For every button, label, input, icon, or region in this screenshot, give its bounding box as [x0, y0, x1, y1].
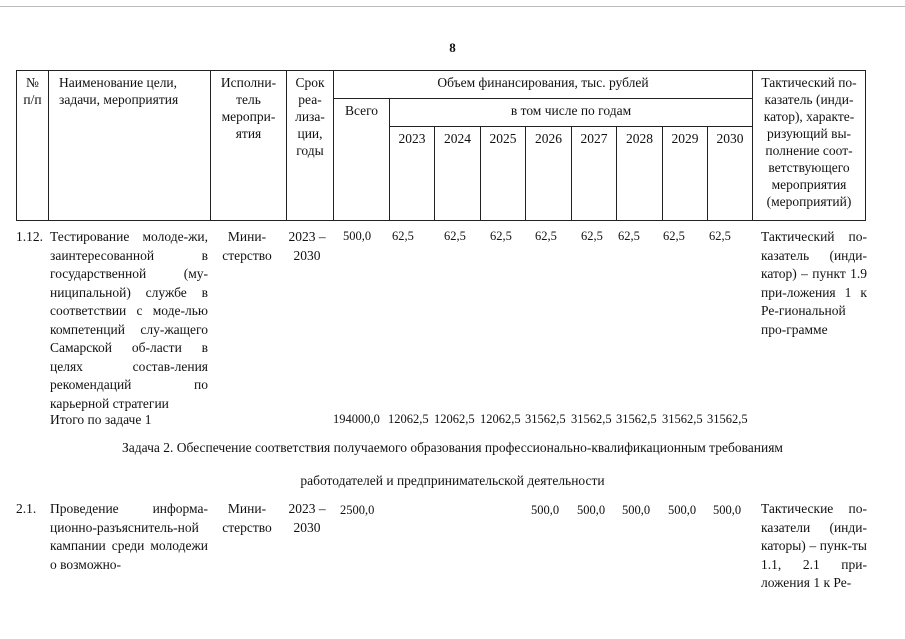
row-executor: Мини-стерство — [222, 501, 272, 535]
row-year-value: 500,0 — [713, 503, 742, 517]
header-year: 2030 — [708, 127, 753, 221]
header-funding: Объем финансирования, тыс. рублей — [334, 71, 753, 99]
row-year-value: 62,5 — [490, 229, 512, 243]
header-indicator: Тактический по-казатель (инди-катор), характе-ризующий вы-полнение соот-ветствующего мероприятия (мероприятий) — [753, 71, 866, 221]
row-indicator: Тактические по-казатели (инди-каторы) – пунк-ты 1.1, 2.1 при-ложения 1 к Ре- — [761, 501, 867, 590]
header-year: 2023 — [390, 127, 435, 221]
page-number: 8 — [449, 40, 456, 55]
header-year: 2027 — [572, 127, 617, 221]
subtotal-year-value: 31562,5 — [662, 412, 703, 426]
row-year-value: 62,5 — [709, 229, 731, 243]
subtotal-year-value: 31562,5 — [616, 412, 657, 426]
subtotal-year-value: 31562,5 — [707, 412, 748, 426]
subtotal-total: 194000,0 — [333, 412, 380, 426]
header-term: Срок реа-лиза-ции, годы — [287, 71, 334, 221]
row-number: 2.1. — [16, 501, 37, 516]
row-year-value: 62,5 — [581, 229, 603, 243]
header-by-year: в том числе по годам — [390, 99, 753, 127]
row-year-value: 62,5 — [618, 229, 640, 243]
row-year-value: 500,0 — [622, 503, 651, 517]
header-year: 2028 — [617, 127, 663, 221]
row-year-value: 500,0 — [531, 503, 560, 517]
row-name: Проведение информа-ционно-разъяснитель-ной кампании среди молодежи о возможно- — [50, 501, 208, 572]
subtotal-year-value: 31562,5 — [571, 412, 612, 426]
subtotal-year-value: 12062,5 — [388, 412, 429, 426]
table-header — [16, 70, 866, 221]
row-executor: Мини-стерство — [222, 229, 272, 263]
row-number: 1.12. — [16, 229, 43, 244]
row-term: 2023 – 2030 — [288, 229, 326, 263]
task-heading-line2: работодателей и предпринимательской деятельности — [300, 473, 605, 488]
row-year-value: 62,5 — [663, 229, 685, 243]
header-year: 2029 — [663, 127, 708, 221]
row-total: 2500,0 — [340, 503, 375, 517]
subtotal-year-value: 12062,5 — [480, 412, 521, 426]
row-term: 2023 – 2030 — [288, 501, 326, 535]
row-year-value: 62,5 — [444, 229, 466, 243]
subtotal-year-value: 31562,5 — [525, 412, 566, 426]
header-no: № п/п — [17, 71, 49, 221]
row-name: Тестирование молоде-жи, заинтересованной в государственной (му-ниципальной) службе в соответствии с моде-лью компетенций слу-жащего Самарской об-ласти в целях состав-ления рекомендаций по карьерной стратегии — [50, 229, 208, 411]
header-year: 2025 — [481, 127, 526, 221]
row-year-value: 500,0 — [577, 503, 606, 517]
subtotal-label: Итого по задаче 1 — [50, 412, 152, 427]
row-year-value: 500,0 — [668, 503, 697, 517]
header-total: Всего — [334, 99, 390, 221]
row-year-value: 62,5 — [392, 229, 414, 243]
row-indicator: Тактический по-казатель (инди-катор) – пункт 1.9 при-ложения 1 к Ре-гиональной про-грамме — [761, 229, 867, 337]
row-total: 500,0 — [343, 229, 372, 243]
subtotal-year-value: 12062,5 — [434, 412, 475, 426]
header-year: 2024 — [435, 127, 481, 221]
task-heading-line1: Задача 2. Обеспечение соответствия получаемого образования профессионально-квалификационным требованиям — [122, 440, 783, 455]
header-year: 2026 — [526, 127, 572, 221]
header-executor: Исполни-тель меропри-ятия — [211, 71, 287, 221]
header-name: Наименование цели, задачи, мероприятия — [49, 71, 211, 221]
row-year-value: 62,5 — [535, 229, 557, 243]
top-rule — [0, 6, 905, 7]
